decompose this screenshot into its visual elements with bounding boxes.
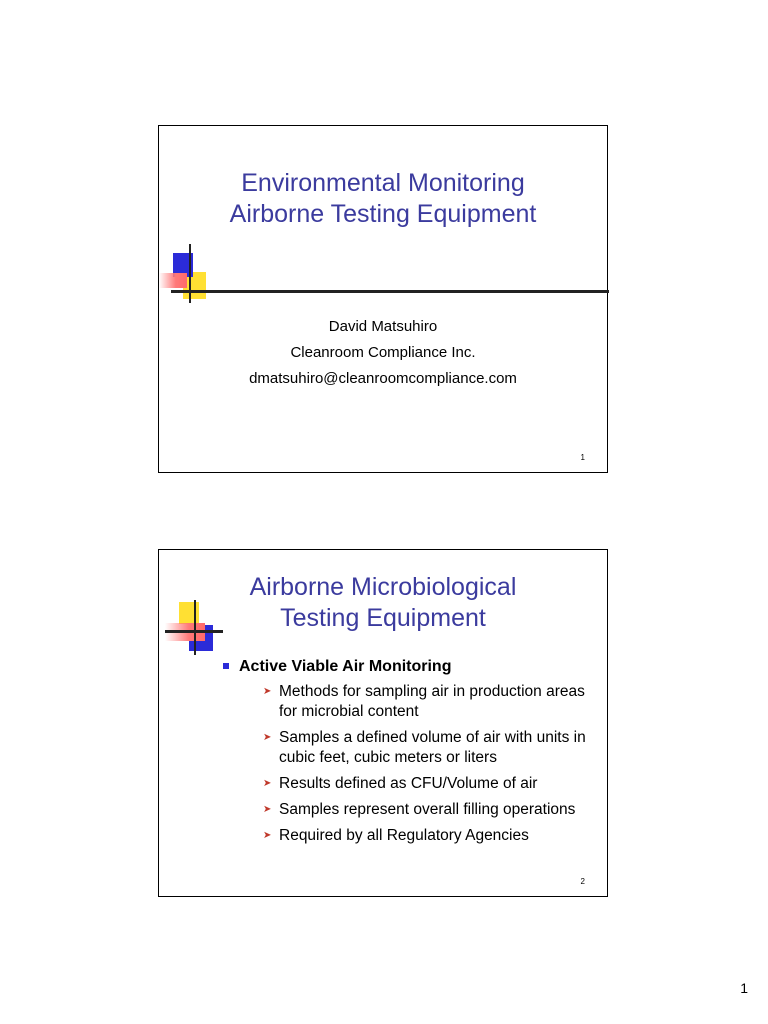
slide-page-number: 1 [580,453,585,462]
author-name: David Matsuhiro [328,318,438,335]
arrow-bullet-icon: ➤ [263,732,272,743]
document-page-number: 1 [740,980,748,996]
horizontal-rule [171,290,609,293]
vertical-rule [189,244,191,303]
title-line: Environmental Monitoring [241,169,525,197]
sub-bullet-text: Required by all Regulatory Agencies [279,827,529,844]
author-block [159,314,607,392]
square-bullet-icon [223,663,229,669]
title-line: Airborne Microbiological [249,573,517,601]
arrow-bullet-icon: ➤ [263,804,272,815]
sub-bullet-text: Samples a defined volume of air with units in cubic feet, cubic meters or liters [279,729,586,766]
bullet-list [219,657,604,852]
sub-bullet-text: Samples represent overall filling operations [279,801,576,818]
author-email: dmatsuhiro@cleanroomcompliance.com [249,370,517,387]
sub-bullet-item [239,682,604,722]
sub-bullet-item [239,774,604,794]
arrow-bullet-icon: ➤ [263,686,272,697]
bullet-text: Active Viable Air Monitoring [239,658,452,675]
sub-bullet-item [239,728,604,768]
sub-bullet-text: Methods for sampling air in production areas for microbial content [279,683,585,720]
sub-bullet-item [239,826,604,846]
author-company: Cleanroom Compliance Inc. [290,344,476,361]
slide-1 [158,125,608,473]
bullet-item [219,657,604,846]
slide-title [159,168,607,230]
slide-2 [158,549,608,897]
sub-bullet-item [239,800,604,820]
sub-bullet-text: Results defined as CFU/Volume of air [279,775,538,792]
sub-bullet-list [239,682,604,846]
slide-title [159,572,607,634]
arrow-bullet-icon: ➤ [263,778,272,789]
slide-page-number: 2 [580,877,585,886]
title-line: Testing Equipment [280,604,486,632]
red-gradient-icon [159,273,187,288]
title-line: Airborne Testing Equipment [229,200,537,228]
arrow-bullet-icon: ➤ [263,830,272,841]
